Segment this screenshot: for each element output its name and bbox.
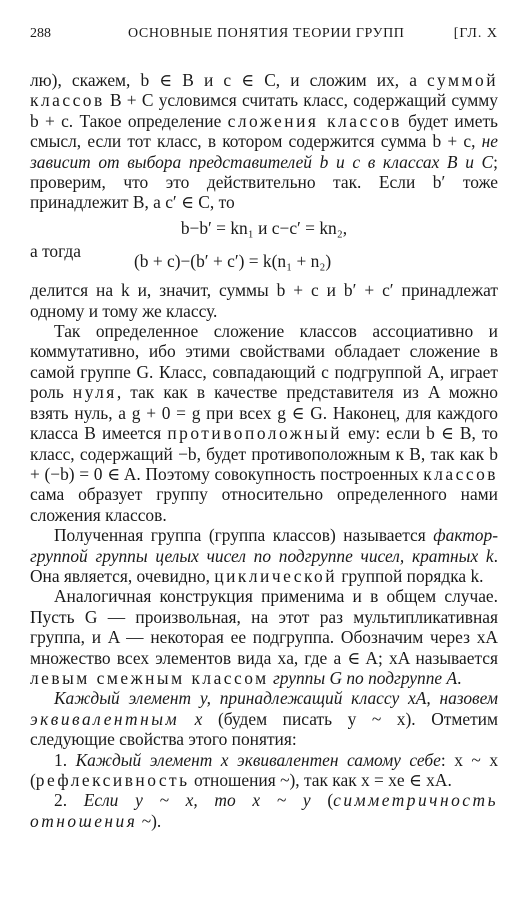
list-item-symmetry: 2. Если y ~ x, то x ~ y (симметричность отношения ~). bbox=[30, 790, 498, 831]
running-title: ОСНОВНЫЕ ПОНЯТИЯ ТЕОРИИ ГРУПП bbox=[128, 26, 405, 41]
page-number: 288 bbox=[30, 26, 51, 41]
paragraph-class-group: Так определенное сложение классов ассоциативно и коммутативно, ибо этими свойствами обладает сложение в самой группе G. Класс, совпадающий с подгруппой A, играет роль нуля, так как в качестве представителя из A можно взять нуль, а g + 0 = g при всех g ∈ G. Наконец, для каждого класса B имеется противоположный ему: если b ∈ B, то класс, содержащий −b, будет противоположным к B, так как b + (−b) = 0 ∈ A. Поэтому совокупность построенных классов сама образует группу относительно определенного нами сложения классов. bbox=[30, 321, 498, 525]
page-header bbox=[30, 26, 498, 48]
formula-sum-difference: (b + c)−(b′ + c′) = k(n₁ + n₂) bbox=[134, 251, 332, 272]
formula-row bbox=[30, 241, 498, 275]
paragraph-factor-group: Полученная группа (группа классов) называется фактор-группой группы целых чисел по подгруппе чисел, кратных k. Она является, очевидно, циклической группой порядка k. bbox=[30, 525, 498, 586]
formula-differences: b−b′ = kn₁ и c−c′ = kn₂, bbox=[180, 217, 348, 238]
paragraph-class-sum: лю), скажем, b ∈ B и c ∈ C, и сложим их, а суммой классов B + C условимся считать класс, содержащий сумму b + c. Такое определение сложения классов будет иметь смысл, если тот класс, в котором содержится сумма b + c, не зависит от выбора представителей b и c в классах B и C; проверим, что это действительно так. Если b′ тоже принадлежит B, а c′ ∈ C, то bbox=[30, 70, 498, 213]
page-body bbox=[30, 70, 498, 831]
chapter-label: [ГЛ. X bbox=[453, 26, 498, 41]
list-item-reflexivity: 1. Каждый элемент x эквивалентен самому себе: x ~ x (рефлексивность отношения ~), так как x = xe ∈ xA. bbox=[30, 749, 499, 790]
paragraph-divisibility: делится на k и, значит, суммы b + c и b′ + c′ принадлежат одному и тому же классу. bbox=[30, 280, 498, 321]
formula-lead-text: а тогда bbox=[30, 241, 81, 262]
paragraph-cosets: Аналогичная конструкция применима и в общем случае. Пусть G — произвольная, на этот раз мультипликативная группа, и A — некоторая ее подгруппа. Обозначим через xA множество всех элементов вида xa, где a ∈ A; xA называется левым смежным классом группы G по подгруппе A. bbox=[30, 586, 498, 688]
paragraph-equivalence: Каждый элемент y, принадлежащий классу xA, назовем эквивалентным x (будем писать y ~ x). Отметим следующие свойства этого понятия: bbox=[30, 688, 498, 750]
